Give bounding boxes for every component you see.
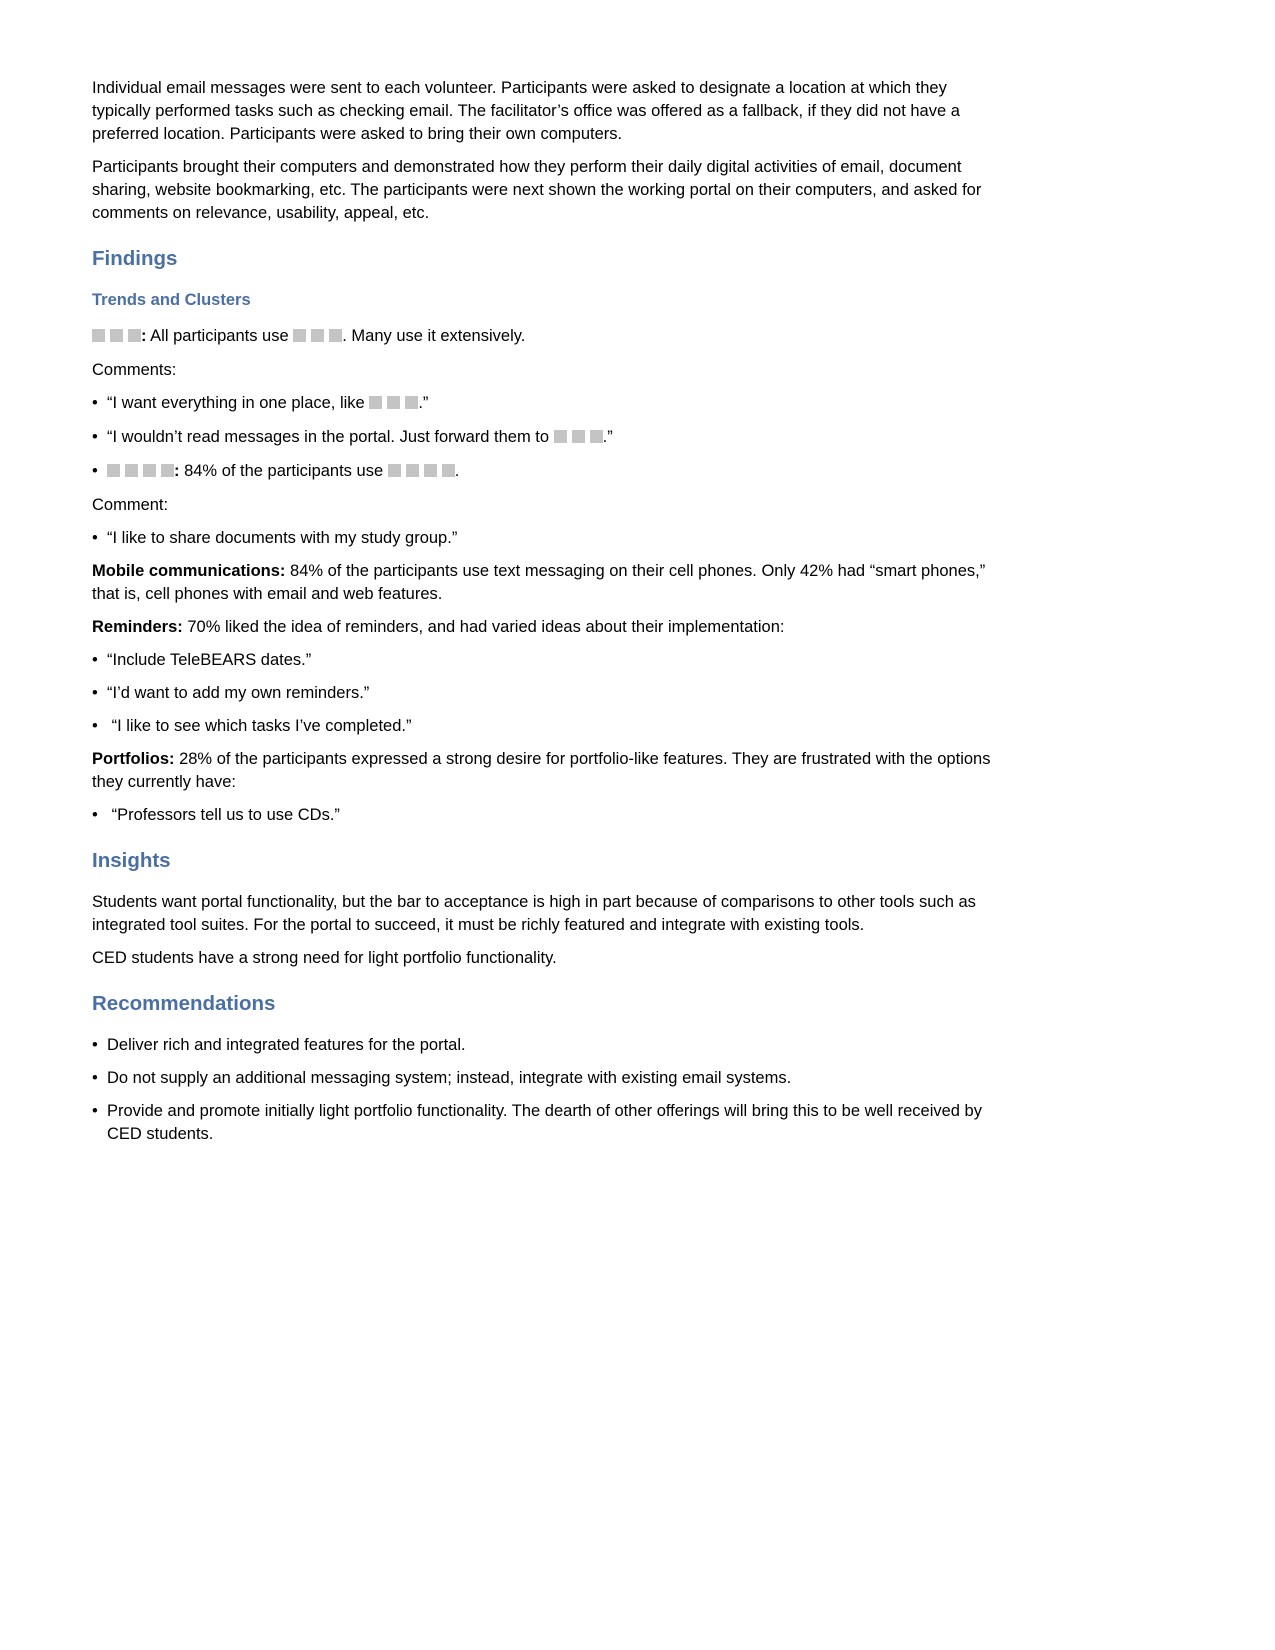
insights-paragraph-2: CED students have a strong need for light portfolio functionality. (92, 949, 557, 967)
redaction-block (107, 461, 174, 484)
list-item: • “I wouldn’t read messages in the portal. Just forward them to .” (92, 426, 992, 450)
comments-label: Comments: (92, 361, 177, 379)
mobile-communications-paragraph: Mobile communications: 84% of the participants use text messaging on their cell phones. Only 42% had “smart phones,” that is, cell phones with email and web features. (92, 562, 986, 603)
list-item: • : 84% of the participants use . (92, 460, 992, 484)
bullet-marker: • (92, 462, 98, 480)
redaction-block (554, 427, 603, 450)
list-item: • “I like to share documents with my study group.” (92, 527, 992, 550)
recommendations-heading: Recommendations (92, 992, 276, 1015)
list-item: • “Professors tell us to use CDs.” (92, 804, 992, 827)
bullet-marker: • (92, 394, 98, 412)
list-item: • “I like to see which tasks I’ve completed.” (92, 715, 992, 738)
intro-paragraph-2: Participants brought their computers and demonstrated how they perform their daily digital activities of email, document sharing, website bookmarking, etc. The participants were next shown the working portal on their computers, and asked for comments on relevance, usability, appeal, etc. (92, 158, 982, 222)
insights-heading: Insights (92, 849, 171, 872)
list-item: • Provide and promote initially light portfolio functionality. The dearth of other offerings will bring this to be well received by CED students. (92, 1100, 992, 1146)
bullet-marker: • (92, 1102, 98, 1120)
bullet-marker: • (92, 1036, 98, 1054)
redaction-block (388, 461, 455, 484)
list-item: • “I want everything in one place, like .” (92, 392, 992, 416)
tool-usage-line: : All participants use . Many use it extensively. (92, 325, 992, 349)
bullet-marker: • (92, 428, 98, 446)
redaction-block (369, 393, 418, 416)
bullet-marker: • (92, 529, 98, 547)
bullet-marker: • (92, 684, 98, 702)
findings-heading: Findings (92, 247, 178, 270)
list-item: • “I’d want to add my own reminders.” (92, 682, 992, 705)
list-item: • Deliver rich and integrated features for the portal. (92, 1034, 992, 1057)
portfolios-paragraph: Portfolios: 28% of the participants expressed a strong desire for portfolio-like features. They are frustrated with the options they currently have: (92, 750, 991, 791)
bullet-marker: • (92, 651, 98, 669)
trends-subheading: Trends and Clusters (92, 291, 251, 309)
comment-label: Comment: (92, 496, 169, 514)
list-item: • Do not supply an additional messaging system; instead, integrate with existing email systems. (92, 1067, 992, 1090)
redaction-block (293, 326, 342, 349)
bullet-marker: • (92, 806, 98, 824)
insights-paragraph-1: Students want portal functionality, but the bar to acceptance is high in part because of comparisons to other tools such as integrated tool suites. For the portal to succeed, it must be richly featured and integrate with existing tools. (92, 893, 976, 934)
document-page (92, 77, 992, 1156)
reminders-paragraph: Reminders: 70% liked the idea of reminders, and had varied ideas about their implementation: (92, 618, 785, 636)
redaction-block (92, 326, 141, 349)
list-item: • “Include TeleBEARS dates.” (92, 649, 992, 672)
bullet-marker: • (92, 1069, 98, 1087)
intro-paragraph-1: Individual email messages were sent to each volunteer. Participants were asked to designate a location at which they typically performed tasks such as checking email. The facilitator’s office was offered as a fallback, if they did not have a preferred location. Participants were asked to bring their own computers. (92, 79, 960, 143)
bullet-marker: • (92, 717, 98, 735)
